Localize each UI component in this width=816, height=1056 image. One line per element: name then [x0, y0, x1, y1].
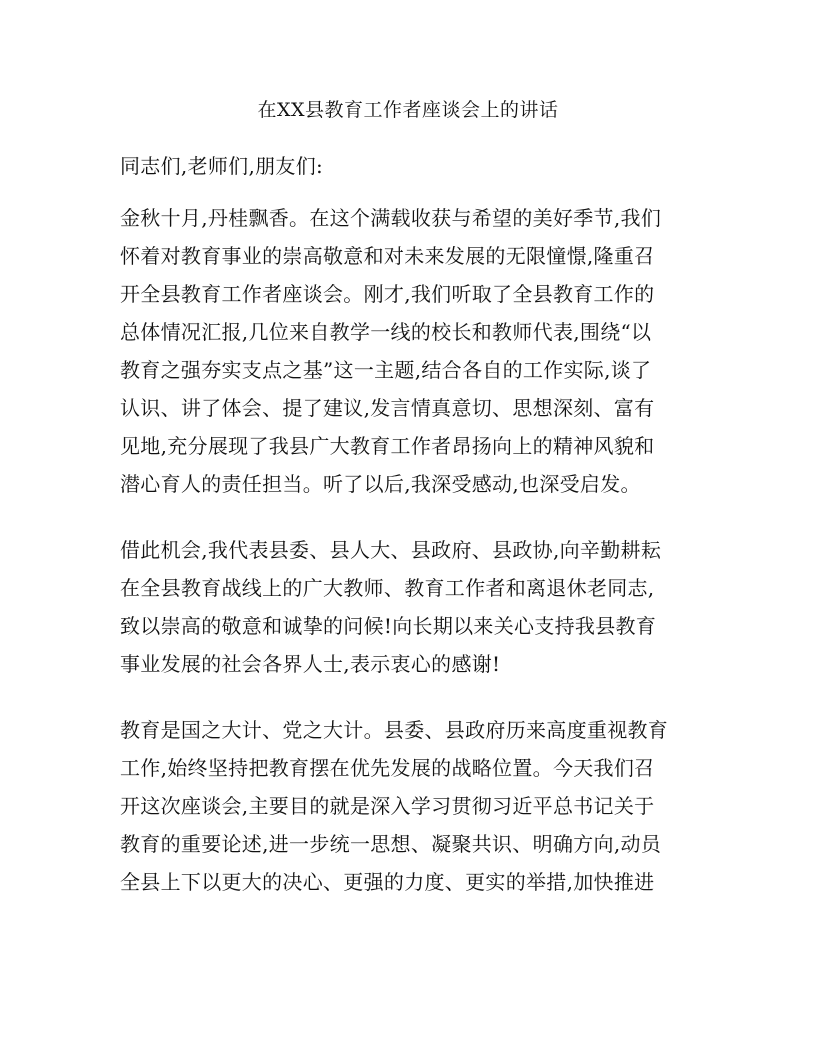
- paragraph-line: 在全县教育战线上的广大教师、教育工作者和离退休老同志,: [120, 576, 655, 600]
- paragraph-line: 全县上下以更大的决心、更强的力度、更实的举措,加快推进: [120, 870, 655, 894]
- paragraph-line: 教育之强夯实支点之基”这一主题,结合各自的工作实际,谈了: [120, 358, 652, 382]
- paragraph-line: 认识、讲了体会、提了建议,发言情真意切、思想深刻、富有: [120, 396, 655, 420]
- paragraph-line: 怀着对教育事业的崇高敬意和对未来发展的无限憧憬,隆重召: [120, 244, 655, 268]
- paragraph-line: 开这次座谈会,主要目的就是深入学习贯彻习近平总书记关于: [120, 794, 655, 818]
- paragraph-line: 金秋十月,丹桂飘香。在这个满载收获与希望的美好季节,我们: [120, 206, 662, 230]
- paragraph-line: 教育的重要论述,进一步统一思想、凝聚共识、明确方向,动员: [120, 832, 662, 856]
- document-title: 在XX县教育工作者座谈会上的讲话: [257, 99, 559, 121]
- paragraph-line: 借此机会,我代表县委、县人大、县政府、县政协,向辛勤耕耘: [120, 538, 662, 562]
- paragraph-line: 致以崇高的敬意和诚挚的问候!向长期以来关心支持我县教育: [120, 614, 657, 638]
- paragraph-line: 潜心育人的责任担当。听了以后,我深受感动,也深受启发。: [120, 472, 641, 496]
- paragraph-line: 教育是国之大计、党之大计。县委、县政府历来高度重视教育: [120, 718, 669, 742]
- paragraph-line: 见地,充分展现了我县广大教育工作者昂扬向上的精神风貌和: [120, 434, 655, 458]
- paragraph-line: 工作,始终坚持把教育摆在优先发展的战略位置。今天我们召: [120, 756, 655, 780]
- paragraph-line: 事业发展的社会各界人士,表示衷心的感谢!: [120, 652, 501, 676]
- paragraph-line: 开全县教育工作者座谈会。刚才,我们听取了全县教育工作的: [120, 282, 655, 306]
- paragraph-line: 总体情况汇报,几位来自教学一线的校长和教师代表,围绕“以: [120, 320, 652, 344]
- salutation: 同志们,老师们,朋友们:: [120, 154, 324, 178]
